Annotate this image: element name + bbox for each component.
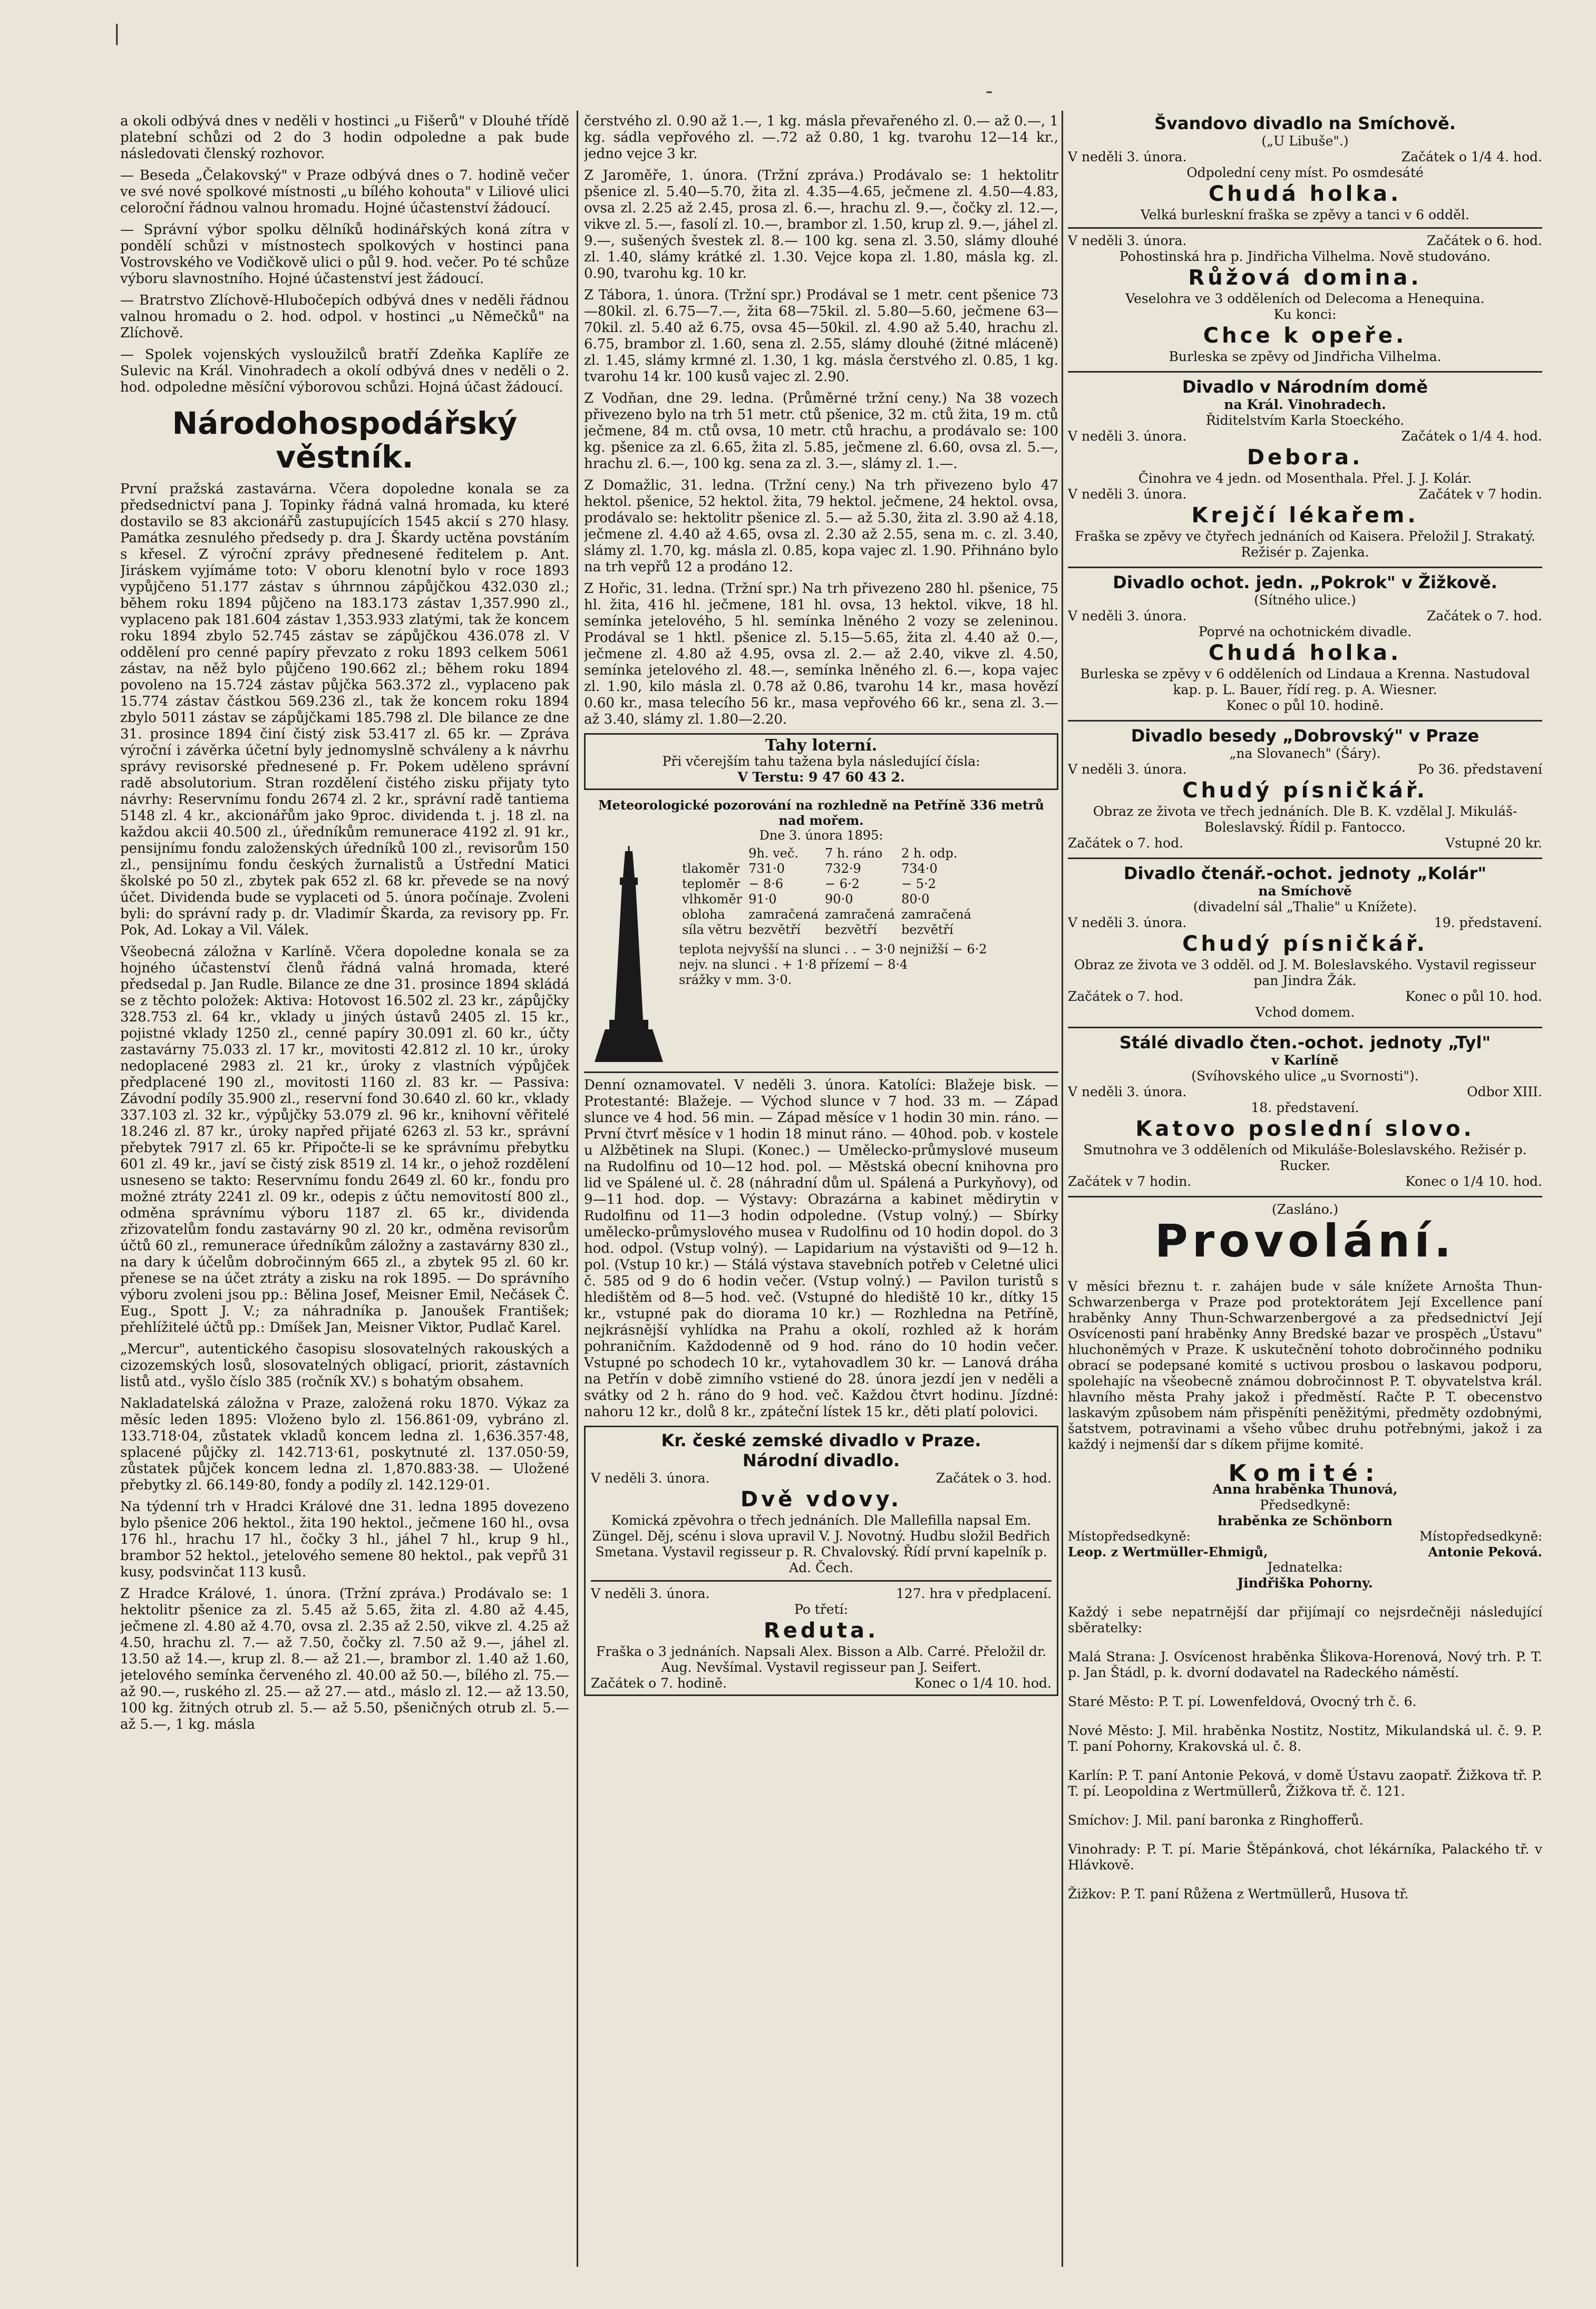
theatre-date: V neděli 3. února. (1068, 608, 1187, 623)
club-notice: — Správní výbor spolku dělníků hodinářských koná zítra v pondělí schůzi v místnostech spolkových v hostinci pana Vostrovského ve Vodičkově ulici o půl 9. hod. večer. Po té schůze výboru slavnostního. Hojné účastenství jest žádoucí. (120, 222, 569, 287)
lottery-title: Tahy loterní. (765, 736, 878, 755)
play-description: Fraška se zpěvy ve čtyřech jednáních od Kaisera. Přeložil J. Strakatý. Režisér p. Zajenka. (1075, 529, 1535, 560)
column-rule (1062, 111, 1063, 2267)
club-notice: — Beseda „Čelakovský" v Praze odbývá dnes o 7. hodině večer ve své nové spolkové místnosti „u bílého kohouta" v Liliové ulici celoroční řádnou valnou hromadu. Hojné účastenství žádoucí. (120, 168, 569, 216)
column-middle (584, 113, 1058, 2267)
theatre-name: Divadlo besedy „Dobrovský" v Praze (1131, 726, 1480, 746)
economy-article: První pražská zastavárna. Včera dopoledne konala se za předsednictví pana J. Topinky řádná valná hromada, ku které dostavilo se 83 akcionářů zastupujících 1545 akcií s 270 hlasy. Památka zesnulého předsedy p. dra J. Škardy uctěna povstáním s křesel. Z výroční zprávy přednesené ředitelem p. Ant. Jiráskem vyjímáme toto: V oboru klenotní bylo v roce 1893 vypůjčeno 51.177 zástav s úhrnnou zápůjčkou 432.030 zl.; během roku 1894 půjčeno na 183.173 zástav 1,357.990 zl., vyplaceno pak 181.604 zástav 1,353.933 zlatými, tak že koncem roku 1894 zbylo 52.745 zástav se zápůjčkou 436.078 zl. V oddělení pro cenné papíry převzato z roku 1893 celkem 5061 zástav, na něž bylo půjčeno 190.662 zl.; během roku 1894 povoleno na 15.724 zástav půjčka 563.372 zl., vyplaceno pak 15.774 zástav částkou 569.236 zl., tak že koncem roku 1894 zbylo 5011 zástav se zápůjčkami 185.798 zl. Dle bilance ze dne 31. prosince 1894 činí čistý zisk 53.417 zl. 65 kr. — Zpráva výroční i závěrka účetní byly jednomyslně schváleny a k návrhu správy revisorské přednesené p. Fr. Pokem uděleno správní radě absolutorium. Stran rozdělení čistého zisku přijaty tyto návrhy: Reservnímu fondu 2674 zl. 2 kr., správní radě tantiema 5148 zl. 4 kr., akcionářům jako 9proc. dividenda t. j. 18 zl. na každou akcii 40.500 zl., úředníkům remunerace 4192 zl. 91 kr., pensijnímu fondu založenských úředníků 100 zl., revisorům 150 zl., pensijnímu fondu českých žurnalistů a Ústřední Matici školské po 50 zl., zbytek pak 652 zl. 68 kr. převede se na nový účet. Dividenda bude se vyplaceti od 5. února počínaje. Zvoleni byli: do správní rady p. dr. Vladimír Škarda, za revisory pp. Fr. Pok, Ad. Lokay a Vil. Válek. (120, 481, 569, 938)
column-left (120, 113, 569, 2267)
collectors-intro: Každý i sebe nepatrnější dar přijímají co nejsrdečněji následující sběratelky: (1068, 1604, 1542, 1635)
theatre-date: V neděli 3. února. (591, 1470, 710, 1486)
play-description: Odpolední ceny míst. Po osmdesáté (1186, 165, 1424, 180)
divider (591, 1580, 1052, 1582)
theatre-end: Konec o 1/4 10. hod. (1405, 1174, 1542, 1189)
divider (1068, 567, 1542, 568)
theatre-start: Začátek o 6. hod. (1426, 233, 1542, 248)
theatre-end: Konec o půl 10. hodině. (1226, 698, 1384, 713)
play-description: Obraz ze života ve 3 odděl. od J. M. Boleslavského. Vystavil regisseur pan Jindra Žák. (1074, 957, 1536, 988)
theatre-start: Začátek o 7. hod. (1068, 989, 1184, 1004)
theatre-start: 19. představení. (1434, 915, 1542, 930)
play-description: Burleska se zpěvy v 6 odděleních od Lindaua a Krenna. Nastudoval kap. p. L. Bauer, řídí reg. p. A. Wiesner. (1080, 666, 1530, 697)
proclamation-body: V měsíci březnu t. r. zahájen bude v sále knížete Arnošta Thun-Schwarzenberga v Praze pod protektorátem Její Excellence paní hraběnky Anny Thun-Schwarzenbergové a za předsednictví Její Osvícenosti paní hraběnky Anny Bredské bazar ve prospěch „Ústavu" hluchoněmých v Praze. K uskutečnění tohoto dobročinného podniku obrací se podepsané komité s uctivou prosbou o laskavou podporu, spolehajíc na všeobecně známou dobročinnost P. T. obyvatelstva král. hlavního města Prahy jakož i předměstí. Račte P. T. obecenstvo laskavým způsobem nám přispěníti peněžitými, předměty ozdobnými, šatstvem, potravinami a všeho vůbec druhu potřebnými, jakož i za každý i nejmenší dar s díkem přijme komité. (1068, 1279, 1542, 1452)
theatre-date: V neděli 3. února. (591, 1586, 710, 1601)
theatre-start: Začátek o 7. hodině. (591, 1675, 727, 1691)
theatre-date: V neděli 3. února. (1068, 1084, 1187, 1099)
divider (1068, 1027, 1542, 1028)
theatre-name: Divadlo v Národním domě (1182, 377, 1428, 397)
committee-member: hraběnka ze Schönborn (1218, 1513, 1393, 1528)
theatre-pokrok (1068, 572, 1542, 714)
collector-entry: Nové Město: J. Mil. hraběnka Nostitz, Nostitz, Mikulandská ul. č. 9. P. T. paní Pohorny, Krakovská ul. č. 8. (1068, 1723, 1542, 1754)
theatre-name: Divadlo čtenář.-ochot. jednoty „Kolár" (1123, 863, 1487, 883)
play-title: Dvě vdovy. (740, 1487, 902, 1512)
theatre-date: V neděli 3. února. (1068, 149, 1187, 164)
committee-role: Místopředsedkyně: (1068, 1529, 1191, 1544)
theatre-sub: „na Slovanech" (Šáry). (1229, 746, 1381, 761)
play-title: Reduta. (763, 1619, 879, 1643)
column-right (1068, 113, 1542, 2267)
divider (584, 1071, 1058, 1073)
theatre-end: Konec o 1/4 10. hod. (914, 1675, 1052, 1691)
market-report: Z Domažlic, 31. ledna. (Tržní ceny.) Na trh přivezeno bylo 47 hektol. pšenice, 52 hektol. žita, 79 hektol. ječmene, 24 hektol. ovsa, prodávalo se: hektolitr pšenice zl. 5.— až 5.30, žita zl. 3.90 až 4.18, ječmene zl. 4.40 až 4.65, ovsa zl. 2.30 až 2.55, sena m. c. zl. 3.40, slámy zl. 1.70, kg. másla zl. 0.85, kopa vajec zl. 1.90. Přihnáno bylo na trh vepřů 12 a prodáno 12. (584, 478, 1058, 575)
theatre-date: V neděli 3. února. (1068, 233, 1187, 248)
theatre-narodni-dum (1068, 377, 1542, 560)
column-rule (577, 111, 578, 2267)
weather-table (679, 846, 975, 938)
play-description: Vchod domem. (1255, 1005, 1355, 1020)
play-description: Pohostinská hra p. Jindřicha Vilhelma. Nově studováno. (1119, 249, 1491, 264)
theatre-sub: na Král. Vinohradech. (1224, 397, 1386, 412)
performance-number: 127. hra v předplacení. (896, 1586, 1052, 1601)
daily-announcer: Denní oznamovatel. V neděli 3. února. Katolíci: Blažeje bisk. — Protestanté: Blažeje. — Východ slunce v 7 hod. 33 m. — Západ slunce ve 4 hod. 56 min. — Západ měsíce v 1 hodin 30 min. ráno. — První čtvrť měsíce v 1 hodin 18 minut ráno. — 40hod. pob. v kostele u Alžbětinek na Slupi. (Konec.) — Umělecko-průmyslové museum na Rudolfinu od 10—12 hod. pol. — Městská obecní knihovna pro lid ve Spálené ul. č. 28 (náhradní dům ul. Spálená a Purkyňovy), od 9—11 hod. dop. — Výstavy: Obrazárna a kabinet mědirytin v Rudolfinu od 11—3 hodin odpoledne. (Vstup volný.) — Sbírky umělecko-průmyslového musea v Rudolfinu od 10 hodin dopol. do 3 hod. odpol. (Vstup volný). — Lapidarium na výstavišti od 9—12 h. pol. (Vstup 10 kr.) — Stálá výstava stavebních potřeb v Celetné ulici č. 585 od 9 do 6 hodin večer. (Vstup volný.) — Pavilon turistů s hledištěm od 8—5 hod. več. (Vstupné do hlediště 10 kr., dítky 15 kr., vstupné pak do diorama 10 kr.) — Rozhledna na Petříně, nejkrásnější vyhlídka na Prahu a okolí, rozhled až k horám pohraničním. Každodenně od 9 hod. ráno do 10 hodin večer. Vstupné po schodech 10 kr., vytahovadlem 30 kr. — Lanová dráha na Petřín v době zimního vstiené do 28. února jezdí jen v neděli a svátky od 2 h. ráno do 9 hod. več. Každou čtvrt hodinu. Jízdné: nahoru 12 kr., dolů 8 kr., zpáteční lístek 15 kr., děti platí polovici. (584, 1077, 1058, 1420)
committee-role: Jednatelka: (1267, 1560, 1343, 1575)
collector-entry: Staré Město: P. T. pí. Lowenfeldová, Ovocný trh č. 6. (1068, 1694, 1417, 1709)
lottery-numbers: V Terstu: 9 47 60 43 2. (737, 769, 905, 785)
committee-member: Leop. z Wertmüller-Ehmigů, (1068, 1544, 1268, 1560)
theatre-sub: v Karlíně (1271, 1053, 1339, 1068)
club-notice: a okoli odbývá dnes v neděli v hostinci „u Fišerů" v Dlouhé třídě platební schůzi od 2 do 3 hodin odpoledne a pak bude následovati členský rozhovor. (120, 113, 569, 162)
weather-col-header: 2 h. odp. (901, 846, 958, 861)
committee-member: Antonie Peková. (1428, 1544, 1542, 1560)
play-title: Chce k opeře. (1203, 324, 1407, 348)
play-title: Krejčí lékařem. (1191, 503, 1419, 528)
economy-article: Všeobecná záložna v Karlíně. Včera dopoledne konala se za hojného účastenství členů řádná valná hromada, které předsedal p. Jan Rudle. Bilance ze dne 31. prosince 1894 skládá se z těchto položek: Aktiva: Hotovost 16.502 zl. 23 kr., zápůjčky 328.753 zl. 64 kr., vklady u jiných ústavů 2405 zl. 15 kr., pojistné vklady 1250 zl., cenné papíry 30.091 zl. 60 kr., účty zastavárny 75.033 zl. 17 kr., movitosti 42.812 zl. 10 kr., úroky nedoplacené 2983 zl. 21 kr., úroky z vlastních výpůjček předplacené 190 zl., movitosti 1160 zl. 83 kr. — Passiva: Závodní podíly 35.900 zl., reservní fond 30.640 zl. 60 kr., vklady 337.103 zl. 32 kr., výpůjčky 53.079 zl. 96 kr., knihovní věřitelé 18.246 zl. 87 kr., úroky napřed přijaté 6263 zl. 53 kr., správní přebytek 7917 zl. 65 kr. Připočte-li se ke správnímu přebytku 601 zl. 49 kr., javí se čistý zisk 8519 zl. 14 kr., o jehož rozdělení usneseno se takto: Reservnímu fondu 2649 zl. 60 kr., fondu pro možné ztráty 2241 zl. 09 kr., odepis z účtu nemovitostí 800 zl., odměna správnímu výboru 1187 zl. 65 kr., dividenda zřizovatelům fondu zastavárny 90 zl. 20 kr., odměna revisorům účtů 60 zl., remunerace úředníkům záložny a zastavárny 830 zl., na dary k účelům dobročinným 665 zl., a zbytek 95 zl. 60 kr. přenese se na účet ztráty a zisku na rok 1895. — Do správního výboru zvoleni jsou pp.: Bělina Josef, Meisner Emil, Nečásek Č. Eug., Spott J. V.; za náhradníka p. Janoušek František; přehlížitelé účtů pp.: Dmíšek Jan, Meisner Viktor, Pudlač Karel. (120, 944, 569, 1336)
theatre-date: V neděli 3. února. (1068, 486, 1187, 502)
committee-role: Předsedkyně: (1260, 1497, 1350, 1513)
divider (1068, 227, 1542, 229)
weather-table-wrap (679, 846, 987, 1067)
theatre-start: Začátek o 3. hod. (936, 1470, 1052, 1486)
theatre-sub: (Svíhovského ulice „u Svornosti"). (1191, 1068, 1419, 1084)
weather-col-header: 7 h. ráno (825, 846, 883, 861)
table-row: vlhkoměr 91·0 90·0 80·0 (682, 892, 930, 907)
committee-role: Místopředsedkyně: (1419, 1529, 1542, 1544)
collector-entry: Žižkov: P. T. paní Růžena z Wertmüllerů, Husova tř. (1068, 1886, 1409, 1902)
theatre-start: Začátek v 7 hodin. (1418, 486, 1542, 502)
table-row: obloha zamračená zamračená zamračená (682, 907, 971, 922)
economy-article: Na týdenní trh v Hradci Králové dne 31. ledna 1895 dovezeno bylo pšenice 206 hektol., žita 190 hektol., ječmene 160 hl., ovsa 176 hl., hrachu 17 hl., čočky 3 hl., jáhel 7 hl., krup 9 hl., brambor 52 hektol., jetelového semene 80 hektol., pak vepřů 31 kusy, podsvinčat 113 kusů. (120, 1499, 569, 1580)
market-report: Z Hořic, 31. ledna. (Tržní spr.) Na trh přivezeno 280 hl. pšenice, 75 hl. žita, 416 hl. ječmene, 181 hl. ovsa, 13 hektol. vikve, 18 hl. semínka jetelového, 5 hl. semínka lněného 2 vozy se zeleninou. Prodával se 1 hktl. pšenice zl. 5.15—5.65, žita zl. 4.40 až 0.—, ječmene zl. 4.80 až 4.95, ovsa zl. 2.— až 2.40, vikve zl. 4.50, semínka jetelového zl. 48.—, semínka lněného zl. 6.—, kopa vajec zl. 1.90, kilo másla zl. 0.78 až 0.86, tvarohu 14 kr., masa hovězí 0.60 kr., masa telecího 56 kr., masa vepřového 66 kr., sena zl. 3.— až 3.40, slámy zl. 1.80—2.20. (584, 581, 1058, 727)
theatre-start: Začátek o 1/4 4. hod. (1401, 149, 1542, 164)
theatre-sub: Národní divadlo. (742, 1450, 900, 1470)
play-description: Smutnohra ve 3 odděleních od Mikuláše-Boleslavského. Režisér p. Rucker. (1083, 1142, 1527, 1173)
theatre-dobrovsky (1068, 726, 1542, 851)
theatre-start: Odbor XIII. (1467, 1084, 1542, 1099)
play-description: Obraz ze života ve třech jednáních. Dle B. K. vzdělal J. Mikuláš-Boleslavský. Řídil p. Fantocco. (1093, 804, 1517, 835)
weather-extra: nejv. na slunci . + 1·8 přízemí − 8·4 (679, 957, 908, 972)
play-label: Po třetí: (794, 1602, 849, 1617)
economy-article: Nakladatelská záložna v Praze, založená roku 1870. Výkaz za měsíc leden 1895: Vloženo bylo zl. 156.861·09, vybráno zl. 133.718·04, zůstatek vkladů koncem ledna zl. 1,636.357·48, splacené půjčky zl. 142.713·61, poskytnuté zl. 137.050·59, zůstatek půjček koncem ledna zl. 1,870.883·38. — Uložené přebytky zl. 66.149·80, fondy a podíly zl. 142.129·01. (120, 1396, 569, 1493)
play-label: Ku konci: (1273, 307, 1337, 322)
theatre-name: Kr. české zemské divadlo v Praze. (661, 1430, 981, 1450)
play-description: Poprvé na ochotnickém divadle. (1198, 624, 1412, 639)
theatre-end: Konec o půl 10. hod. (1405, 989, 1542, 1004)
committee-member: Jindřiška Pohorny. (1237, 1575, 1373, 1591)
club-notice: — Bratrstvo Zlíchově-Hlubočepích odbývá dnes v neděli řádnou valnou hromadu o 2. hod. odpol. v hostinci „u Němečků" na Zlíchově. (120, 293, 569, 341)
page-edge-mark-center: - (986, 79, 993, 103)
market-report: čerstvého zl. 0.90 až 1.—, 1 kg. másla převařeného zl. 0.— až 0.—, 1 kg. sádla vepřového zl. —.72 až 0.80, 1 kg. tvarohu 12—14 kr., jedno vejce 3 kr. (584, 113, 1058, 162)
economy-article: Z Hradce Králové, 1. února. (Tržní zpráva.) Prodávalo se: 1 hektolitr pšenice za zl. 5.45 až 5.65, žita zl. 4.80 až 4.45, ječmene zl. 4.80 až 4.70, ovsa zl. 2.35 až 2.50, vikve zl. 4.25 až 4.50, hrachu zl. 7.— až 7.50, čočky zl. 7.50 až 9.—, jáhel zl. 13.50 až 14.—, krup zl. 8.— až 21.—, brambor zl. 1.40 až 1.60, jetelového semínka červeného zl. 40.00 až 50.—, bílého zl. 75.— až 90.—, ruského zl. 25.— až 27.— atd., máslo zl. 12.— až 13.50, 100 kg. žitných otrub zl. 5.— až 5.50, pšeničných otrub zl. 5.— až 5.—, 1 kg. másla (120, 1586, 569, 1732)
theatre-kolar (1068, 863, 1542, 1020)
theatre-start: Začátek o 7. hod. (1426, 608, 1542, 623)
collector-entry: Vinohrady: P. T. pí. Marie Štěpánková, chot lékárníka, Palackého tř. v Hlávkově. (1068, 1842, 1542, 1873)
theatre-name: Švandovo divadlo na Smíchově. (1154, 113, 1456, 133)
committee-president: Anna hraběnka Thunová, (1212, 1482, 1398, 1497)
theatre-date: V neděli 3. února. (1068, 428, 1187, 444)
theatre-start: Začátek o 1/4 4. hod. (1401, 428, 1542, 444)
play-description: Veselohra ve 3 odděleních od Delecoma a Henequina. (1125, 291, 1485, 306)
sent-label: (Zasláno.) (1271, 1202, 1339, 1217)
play-description: Komická zpěvohra o třech jednáních. Dle Mallefilla napsal Em. Züngel. Děj, scénu i slova upravil V. J. Novotný. Hudbu složil Bedřich Smetana. Vystavil regisseur p. R. Chvalovský. Řídí první kapelník p. Ad. Čech. (592, 1513, 1050, 1575)
theatre-end: Vstupné 20 kr. (1445, 835, 1542, 851)
divider (1068, 720, 1542, 722)
petrin-tower-illustration (584, 846, 674, 1067)
divider (1068, 1196, 1542, 1197)
table-row: tlakoměr 731·0 732·9 734·0 (682, 861, 938, 876)
weather-col-header: 9h. več. (748, 846, 799, 861)
theatre-name: Stálé divadlo čten.-ochot. jednoty „Tyl" (1119, 1032, 1491, 1053)
divider (1068, 371, 1542, 373)
economy-article: „Mercur", autentického časopisu slosovatelných rakouských a cizozemských losů, slosovatelných obligací, priorit, zástavních listů atd., vyšlo číslo 385 (ročník XV.) s bohatým obsahem. (120, 1341, 569, 1390)
market-report: Z Tábora, 1. února. (Tržní spr.) Prodával se 1 metr. cent pšenice 73—80kil. zl. 6.75—7.—, žita 68—75kil. zl. 5.80—5.60, ječmene 63—70kil. zl. 5.40 až 6.75, ovsa 45—50kil. zl. 4.90 až 5.40, hrachu zl. 6.75, brambor zl. 1.60, sena zl. 2.55, slámy dlouhé (žitné mláceně) zl. 1.45, slámy krmné zl. 1.30, 1 kg. másla čerstvého zl. 0.85, 1 kg. tvarohu 14 kr. 100 kusů vajec zl. 2.90. (584, 287, 1058, 385)
theatre-national (584, 1426, 1058, 1696)
theatre-date: V neděli 3. února. (1068, 915, 1187, 930)
play-description: Fraška o 3 jednáních. Napsali Alex. Bisson a Alb. Carré. Přeložil dr. Aug. Nevšímal. Vystavil regisseur pan J. Seifert. (596, 1644, 1047, 1675)
theatre-date: V neděli 3. února. (1068, 762, 1187, 777)
play-title: Růžová domina. (1188, 266, 1422, 290)
theatre-start: Začátek v 7 hodin. (1068, 1174, 1192, 1189)
theatre-sub: („U Libuše".) (1261, 133, 1349, 149)
play-description: Burleska se zpěvy od Jindřicha Vilhelma. (1169, 349, 1442, 364)
market-report: Z Jaroměře, 1. února. (Tržní zpráva.) Prodávalo se: 1 hektolitr pšenice zl. 5.40—5.70, žita zl. 4.35—4.65, ječmene zl. 4.50—4.83, ovsa zl. 2.25 až 2.45, prosa zl. 6.—, hrachu zl. 9.—, čočky zl. 12.—, vikve zl. 5.—, fasolí zl. 10.—, brambor zl. 1.50, krup zl. 9.—, jáhel zl. 9.—, sušených švestek zl. 8.— 100 kg. sena zl. 3.50, slámy dlouhé zl. 1.40, slámy krátké zl. 1.30. Vejce kopa zl. 1.80, másla kg. zl. 0.90, tvarohu kg. 10 kr. (584, 168, 1058, 281)
play-title: Chudá holka. (1208, 182, 1402, 206)
play-description: Činohra ve 4 jedn. od Mosenthala. Přel. J. J. Kolár. (1138, 471, 1472, 486)
theatre-name: Divadlo ochot. jedn. „Pokrok" v Žižkově. (1113, 572, 1497, 592)
club-notice: — Spolek vojenských vysloužilců bratří Zdeňka Kaplíře ze Sulevic na Král. Vinohradech a okolí odbývá dnes v neděli o 2. hod. odpoledne měsíční výborovou schůzi. Hojná účast žádoucí. (120, 347, 569, 395)
theatre-sub: Řiditelstvím Karla Stoeckého. (1205, 413, 1405, 428)
theatre-start: Začátek o 7. hod. (1068, 835, 1184, 851)
performance-number: 18. představení. (1251, 1100, 1359, 1115)
divider (1068, 858, 1542, 859)
theatre-tyl (1068, 1032, 1542, 1190)
theatre-sub: na Smíchově (1258, 883, 1352, 899)
weather-extra: srážky v mm. 3·0. (679, 972, 792, 987)
collector-entry: Malá Strana: J. Osvícenost hraběnka Šlikova-Horenová, Nový trh. P. T. p. Jan Štádl, p. k. dvorní dodavatel na Radeckého náměstí. (1068, 1649, 1542, 1680)
play-title: Debora. (1247, 445, 1364, 470)
market-report: Z Vodňan, dne 29. ledna. (Průměrné tržní ceny.) Na 38 vozech přivezeno bylo na trh 51 metr. ctů pšenice, 32 m. ctů žita, 19 m. ctů ječmene, 84 m. ctů ovsa, 10 metr. ctů hrachu, a prodávalo se: 100 kg. pšenice za zl. 6.65, žita zl. 5.85, ječmene zl. 6.60, ovsa zl. 5.—, hrachu zl. 6.—, 100 kg. sena za zl. 3.—, slámy zl. 1.—. (584, 391, 1058, 472)
weather-date: Dne 3. února 1895: (759, 828, 883, 843)
weather-title: Meteorologické pozorování na rozhledně na Petříně 336 metrů nad mořem. (598, 797, 1044, 828)
collector-entry: Smíchov: J. Mil. paní baronka z Ringhofferů. (1068, 1813, 1364, 1828)
table-row: teploměr − 8·6 − 6·2 − 5·2 (682, 876, 936, 891)
weather-block (584, 846, 1058, 1067)
theatre-start: Po 36. představení (1417, 762, 1542, 777)
theatre-sub: (divadelní sál „Thalie" u Knížete). (1193, 899, 1417, 914)
committee-block (1068, 1460, 1542, 1591)
play-description: Velká burleskní fraška se zpěvy a tanci v 6 odděl. (1141, 207, 1470, 222)
lottery-box (584, 733, 1058, 790)
play-title: Katovo poslední slovo. (1135, 1117, 1475, 1141)
play-title: Chudá holka. (1208, 641, 1402, 665)
proclamation-title: Provolání. (1154, 1215, 1456, 1268)
section-heading-economy: Národohospodářský věstník. (172, 405, 518, 475)
collector-entry: Karlín: P. T. paní Antonie Peková, v domě Ústavu zaopatř. Žižkova tř. P. T. pí. Leopoldina z Wertmüllerů, Žižkova tř. č. 121. (1068, 1768, 1542, 1799)
committee-title: Komité: (1228, 1460, 1382, 1487)
page-edge-mark: | (113, 21, 121, 45)
play-title: Chudý písničkář. (1182, 932, 1428, 956)
table-row: síla větru bezvětří bezvětří bezvětří (682, 922, 953, 937)
play-title: Chudý písničkář. (1182, 778, 1428, 803)
theatre-svanda (1068, 113, 1542, 365)
weather-extra: teplota nejvyšší na slunci . . − 3·0 nejnižší − 6·2 (679, 942, 987, 957)
theatre-sub: (Sítného ulice.) (1254, 592, 1356, 608)
lottery-line: Při včerejším tahu tažena byla následující čísla: (662, 754, 980, 769)
